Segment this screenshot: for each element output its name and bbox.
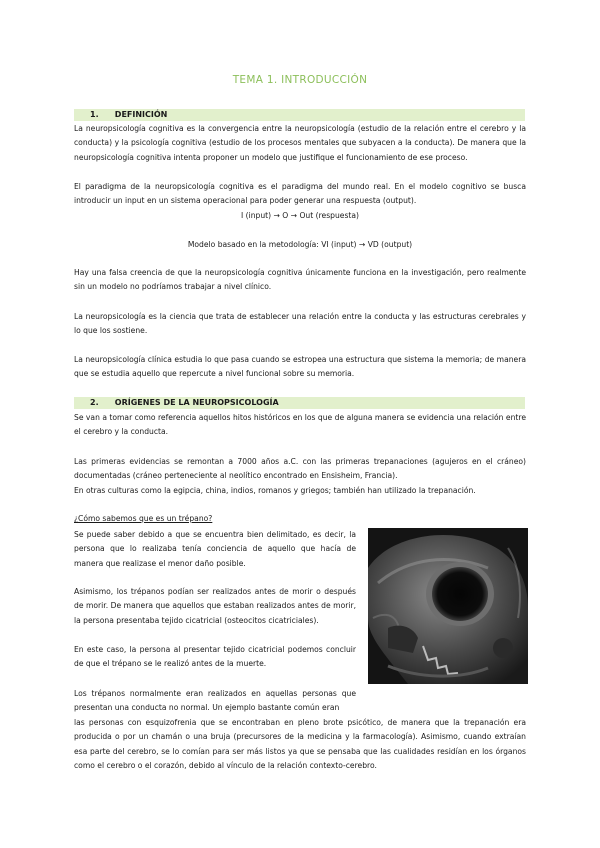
section-number: 1. <box>90 110 99 119</box>
paragraph-scar-tissue: En este caso, la persona al presentar tejido cicatricial podemos concluir de que el trépano se le realizó antes de la muerte. <box>74 645 356 669</box>
paragraph-clinical-neuropsychology: La neuropsicología clínica estudia lo que pasa cuando se estropea una estructura que sistema la memoria; de manera que se estudia aquello que repercute a nivel funcional sobre su memoria. <box>74 355 526 379</box>
paragraph-neuropsychology-science: La neuropsicología es la ciencia que trata de establecer una relación entre la conducta y las estructuras cerebrales y lo que los sostiene. <box>74 312 526 336</box>
paragraph-definition: La neuropsicología cognitiva es la convergencia entre la neuropsicología (estudio de la relación entre el cerebro y la conducta) y la psicología cognitiva (estudio de los procesos mentales que subyacen a la conducta). De manera que la neuropsicología cognitiva intenta proponer un modelo que justifique el funcionamiento de ese proceso. <box>74 124 526 162</box>
paragraph-false-belief: Hay una falsa creencia de que la neuropsicología cognitiva únicamente funciona en la investigación, pero realmente sin un modelo no podríamos trabajar a nivel clínico. <box>74 268 526 292</box>
paragraph-schizophrenia: las personas con esquizofrenia que se encontraban en pleno brote psicótico, de manera que la trepanación era producida o por un chamán o una bruja (precursores de la medicina y la farmacología). Asimismo, cuando extraían esa parte del cerebro, se lo comían para ser más listos ya que se pensaba que las cualidades residían en los órganos como el cerebro o el corazón, debido al vínculo de la relación contexto-cerebro. <box>74 718 526 771</box>
formula-methodology: Modelo basado en la metodología: VI (input) → VD (output) <box>187 240 413 249</box>
section-heading-origenes <box>74 397 525 409</box>
paragraph-paradigm: El paradigma de la neuropsicología cognitiva es el paradigma del mundo real. En el modelo cognitivo se busca introducir un input en un sistema operacional para poder generar una respuesta (output). <box>74 182 526 206</box>
paragraph-before-after-death: Asimismo, los trépanos podían ser realizados antes de morir o después de morir. De manera que aquellos que estaban realizados antes de morir, la persona presentaba tejido cicatricial (osteocitos cicatriciales). <box>74 587 356 625</box>
subheading-question: ¿Cómo sabemos que es un trépano? <box>74 514 213 523</box>
formula-input-output: I (input) → O → Out (respuesta) <box>240 211 360 220</box>
paragraph-historic-milestones: Se van a tomar como referencia aquellos hitos históricos en los que de alguna manera se evidencia una relación entre el cerebro y la conducta. <box>74 413 526 437</box>
section-title: ORÍGENES DE LA NEUROPSICOLOGÍA <box>114 398 279 407</box>
section-heading-definicion <box>74 109 525 121</box>
trepanned-skull-photo <box>368 528 528 684</box>
section-title: DEFINICIÓN <box>114 110 168 119</box>
paragraph-first-evidence: Las primeras evidencias se remontan a 7000 años a.C. con las primeras trepanaciones (agujeros en el cráneo) documentadas (cráneo perteneciente al neolítico encontrado en Ensisheim, Francia). <box>74 457 526 481</box>
paragraph-other-cultures: En otras culturas como la egipcia, china, indios, romanos y griegos; también han utilizado la trepanación. <box>74 486 476 495</box>
skull-image <box>368 528 528 684</box>
section-number: 2. <box>90 398 99 407</box>
paragraph-trepan-delimited: Se puede saber debido a que se encuentra bien delimitado, es decir, la persona que lo realizaba tenía conciencia de aquello que hacía de manera que realizase el menor daño posible. <box>74 530 356 568</box>
paragraph-abnormal-behavior: Los trépanos normalmente eran realizados en aquellas personas que presentan una conducta no normal. Un ejemplo bastante común eran <box>74 689 356 713</box>
page-title: TEMA 1. INTRODUCCIÓN <box>232 74 368 86</box>
